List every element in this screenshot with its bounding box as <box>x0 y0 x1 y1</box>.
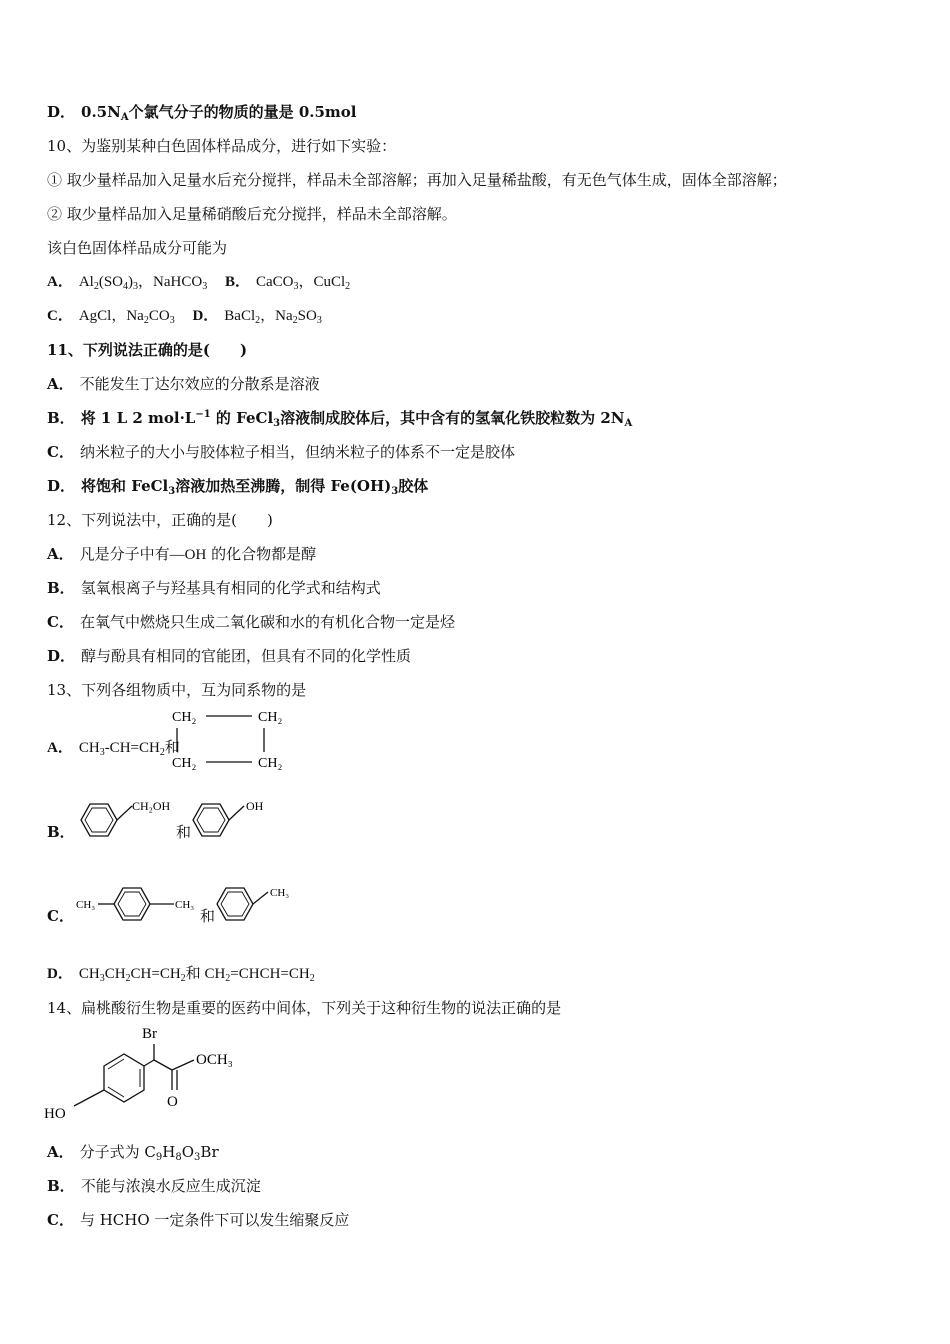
methyl-right-label: CH₃ <box>175 899 195 911</box>
q10-options-ab: A． $Al_2(SO_4)_3$，NaHCO$_3$ B． CaCO$_3$，CuCl$_2$ <box>47 274 351 292</box>
q13-option-d: D． $CH_3CH_2CH=CH_2$和 $CH_2=CHCH=CH_2$ <box>47 966 315 984</box>
q14-option-b: B． 不能与浓溴水反应生成沉淀 <box>47 1177 261 1195</box>
q10-stem: 10、为鉴别某种白色固体样品成分，进行如下实验： <box>47 137 397 155</box>
q11-option-d: D． 将饱和 FeCl$_3$溶液加热至沸腾，制得 $Fe(OH)_3$胶体 <box>47 477 429 497</box>
p-xylene-structure <box>76 880 206 930</box>
toluene-structure <box>214 878 304 928</box>
q13-c-and: 和 <box>200 907 216 925</box>
ring-ch2-top-right: CH₂ <box>258 710 283 725</box>
q10-step-1: ① 取少量样品加入足量水后充分搅拌，样品未全部溶解；再加入足量稀盐酸，有无色气体生成，固体全部溶解； <box>47 171 787 189</box>
q10-options-cd: C． AgCl，$Na_2CO_3$ D． BaCl$_2$，$Na_2SO_3$ <box>47 308 322 326</box>
phenol-structure <box>192 796 282 846</box>
q12-option-a: A． 凡是分子中有—OH 的化合物都是醇 <box>47 545 317 563</box>
q10-step-2: ② 取少量样品加入足量稀硝酸后充分搅拌，样品未全部溶解。 <box>47 205 457 223</box>
q12-option-d: D． 醇与酚具有相同的官能团，但具有不同的化学性质 <box>47 647 412 665</box>
oh-label: OH <box>246 799 264 813</box>
q9-option-d: D． $0.5N_A$个氯气分子的物质的量是 0.5mol <box>47 103 357 123</box>
q11-option-c: C． 纳米粒子的大小与胶体粒子相当，但纳米粒子的体系不一定是胶体 <box>47 443 515 461</box>
toluene-methyl-label: CH₃ <box>270 887 290 899</box>
q11-option-b: B． 将 1 L 2 $mol\cdot L^{-1}$ 的 FeCl$_3$溶液制成胶体后，其中含有的氢氧化铁胶粒数为 $2N_A$ <box>47 409 633 429</box>
q11-option-a: A． 不能发生丁达尔效应的分散系是溶液 <box>47 375 320 393</box>
q13-option-b-label: B． <box>47 823 75 841</box>
q10-question: 该白色固体样品成分可能为 <box>47 239 228 257</box>
ring-ch2-bottom-left: CH₂ <box>172 756 197 771</box>
q13-b-and: 和 <box>176 823 192 841</box>
q11-stem: 11、下列说法正确的是( ) <box>47 341 248 359</box>
q13-stem: 13、下列各组物质中，互为同系物的是 <box>47 681 307 699</box>
br-label: Br <box>142 1026 157 1042</box>
och3-label: OCH₃ <box>196 1052 233 1068</box>
q12-stem: 12、下列说法中，正确的是( ) <box>47 511 273 529</box>
benzyl-alcohol-structure <box>72 796 182 846</box>
carbonyl-o-label: O <box>167 1094 178 1110</box>
methyl-left-label: CH₃ <box>76 899 96 911</box>
ring-ch2-top-left: CH₂ <box>172 710 197 725</box>
ch2oh-label: CH₂OH <box>132 799 171 813</box>
ring-ch2-bottom-right: CH₂ <box>258 756 283 771</box>
q14-option-a: A． 分子式为 $C_9H_8O_3Br$ <box>47 1143 219 1163</box>
q14-stem: 14、扁桃酸衍生物是重要的医药中间体，下列关于这种衍生物的说法正确的是 <box>47 999 562 1017</box>
q13-option-c-label: C． <box>47 907 74 925</box>
q12-option-c: C． 在氧气中燃烧只生成二氧化碳和水的有机化合物一定是烃 <box>47 613 455 631</box>
q13-option-a: A． $CH_3-CH=CH_2$和 <box>47 740 180 758</box>
cyclobutane-structure <box>168 704 298 774</box>
mandelic-derivative-structure <box>44 1022 254 1126</box>
q14-option-c: C． 与 HCHO 一定条件下可以发生缩聚反应 <box>47 1211 350 1229</box>
q12-option-b: B． 氢氧根离子与羟基具有相同的化学式和结构式 <box>47 579 381 597</box>
ho-label: HO <box>44 1106 66 1122</box>
